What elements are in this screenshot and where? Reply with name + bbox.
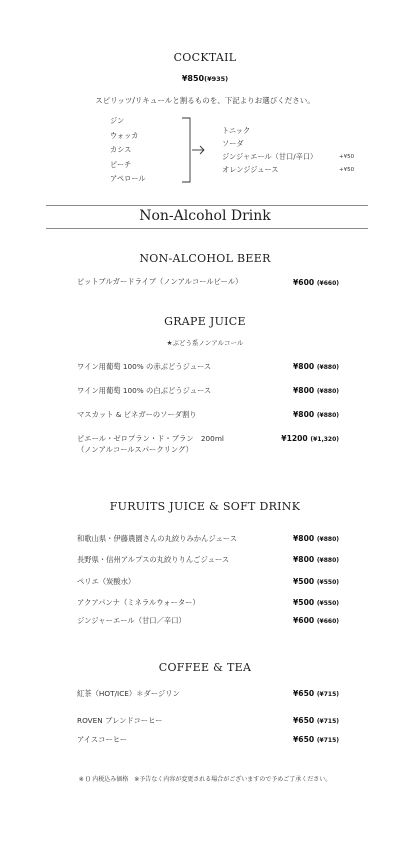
menu-item-name: 和歌山県・伊藤農園さんの丸絞りみかんジュース [77, 534, 238, 543]
menu-item-name: 紅茶（HOT/ICE）＊ダージリン [77, 689, 180, 698]
mixer-extra: +¥50 [339, 167, 355, 173]
price-tax: (¥715) [316, 718, 339, 725]
menu-item-name: 長野県・信州アルプスの丸絞りりんごジュース [77, 555, 230, 564]
price-value: ¥650 [293, 716, 315, 725]
price-value: ¥500 [293, 598, 315, 607]
cocktail-description: スピリッツ/リキュールと割るものを、下記よりお選びください。 [95, 96, 315, 105]
price-tax: (¥1,320) [310, 436, 339, 443]
menu-item-name: ワイン用葡萄 100% の白ぶどうジュース [77, 386, 212, 395]
price-tax: (¥880) [316, 388, 339, 395]
spirit-item: ピーチ [110, 160, 132, 169]
menu-item-price [293, 716, 339, 725]
menu-item-name: ROVEN ブレンドコーヒー [77, 716, 163, 725]
menu-item-price [293, 386, 339, 395]
grape-title: GRAPE JUICE [164, 315, 246, 328]
price-value: ¥600 [293, 278, 315, 287]
price-tax: (¥660) [316, 280, 339, 287]
menu-item-price [293, 362, 339, 371]
mixer-item: ソーダ [222, 139, 244, 148]
menu-item-price [293, 410, 339, 419]
menu-item-name: ワイン用葡萄 100% の赤ぶどうジュース [77, 362, 212, 371]
price-value: ¥800 [293, 555, 315, 564]
price-tax: (¥550) [316, 600, 339, 607]
price-tax: (¥715) [316, 737, 339, 744]
menu-item-name: ピエール・ゼロプラン・ド・ブラン 200ml [77, 434, 224, 443]
mixer-extra: +¥50 [339, 154, 355, 160]
menu-item-price [293, 616, 339, 625]
menu-item-name: ペリエ（炭酸水） [77, 577, 136, 586]
grape-subtitle: ★ぶどう系ノンアルコール [166, 339, 244, 347]
cocktail-price-value: ¥850 [181, 74, 205, 83]
spirit-item: アペロール [110, 174, 146, 183]
menu-item-name: アクアパンナ（ミネラルウォーター） [77, 598, 200, 607]
price-tax: (¥550) [316, 579, 339, 586]
beer-title: NON-ALCOHOL BEER [139, 252, 271, 265]
cocktail-price-tax: (¥935) [204, 75, 229, 83]
menu-item-name: アイスコーヒー [77, 735, 128, 744]
mixer-item: オレンジジュース [222, 165, 279, 174]
mixer-item: トニック [222, 126, 251, 135]
menu-item-price [293, 534, 339, 543]
price-value: ¥800 [293, 386, 315, 395]
price-value: ¥800 [293, 362, 315, 371]
mixer-item: ジンジャエール（甘口/辛口） [222, 152, 318, 161]
footnote: ※ () 内税込み価格 ※予告なく内容が変更される場合がございますので予めご了承ください。 [78, 776, 332, 783]
spirit-item: ウォッカ [110, 131, 139, 140]
cocktail-price [0, 74, 410, 83]
price-tax: (¥660) [316, 618, 339, 625]
price-value: ¥500 [293, 577, 315, 586]
menu-item-price [293, 598, 339, 607]
menu-item-name: マスカット & ビネガーのソーダ割り [77, 410, 197, 419]
price-tax: (¥880) [316, 536, 339, 543]
spirit-item: カシス [110, 145, 132, 154]
price-value: ¥1200 [281, 434, 308, 443]
price-value: ¥800 [293, 534, 315, 543]
menu-item-name: ビットブルガードライブ（ノンアルコールビール） [77, 277, 243, 286]
bracket-arrow-icon [178, 116, 224, 186]
divider-bottom [46, 228, 368, 229]
price-value: ¥800 [293, 410, 315, 419]
spirit-item: ジン [110, 116, 125, 125]
menu-item-price [293, 278, 339, 287]
divider-top [46, 205, 368, 206]
price-value: ¥650 [293, 689, 315, 698]
menu-item-price [281, 434, 339, 443]
menu-item-price [293, 577, 339, 586]
coffee-title: COFFEE & TEA [158, 661, 252, 674]
price-tax: (¥880) [316, 557, 339, 564]
juice-title: FURUITS JUICE & SOFT DRINK [109, 500, 301, 513]
price-tax: (¥880) [316, 364, 339, 371]
menu-item-name: ジンジャーエール（甘口／辛口） [77, 616, 186, 625]
menu-item-price [293, 735, 339, 744]
menu-item-name-line2: （ノンアルコールスパークリング） [77, 445, 193, 454]
section-banner-title: Non-Alcohol Drink [139, 208, 271, 224]
menu-item-price [293, 555, 339, 564]
menu-item-price [293, 689, 339, 698]
cocktail-title: COCKTAIL [173, 51, 237, 64]
price-tax: (¥880) [316, 412, 339, 419]
price-tax: (¥715) [316, 691, 339, 698]
price-value: ¥650 [293, 735, 315, 744]
price-value: ¥600 [293, 616, 315, 625]
